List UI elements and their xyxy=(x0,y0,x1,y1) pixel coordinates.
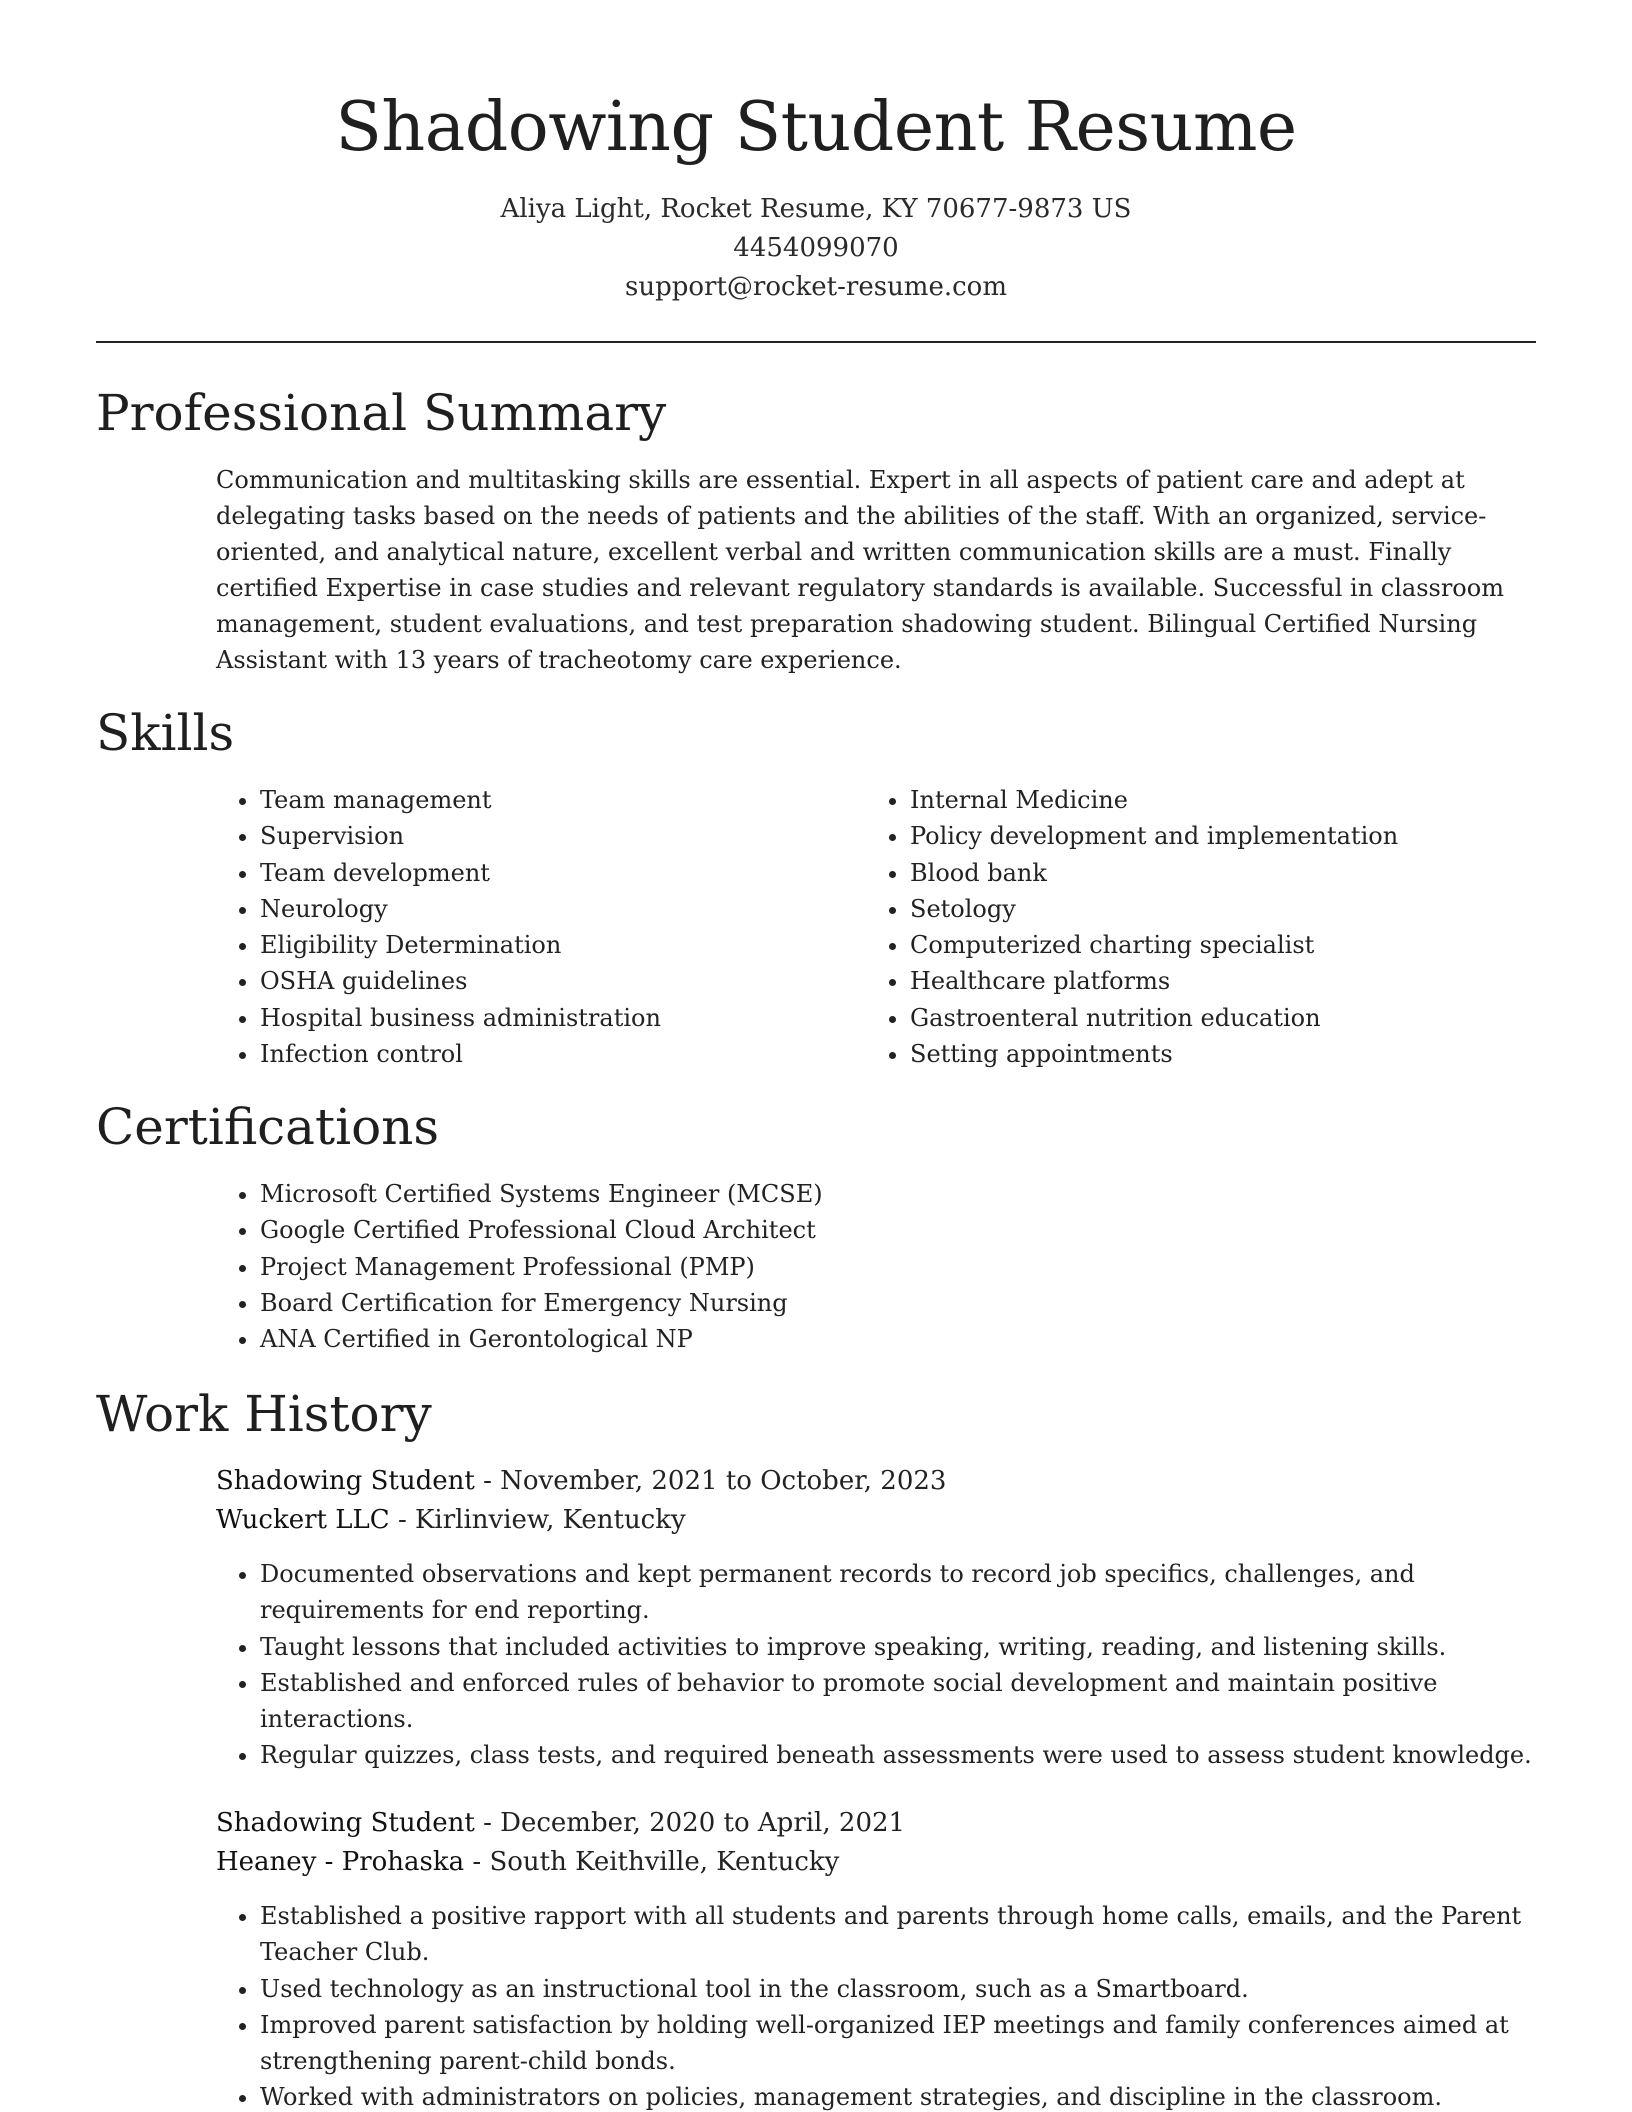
job-location: - South Keithville, Kentucky xyxy=(464,1847,840,1877)
skill-item: • Team development xyxy=(260,855,661,891)
job-company-line xyxy=(216,1843,839,1882)
job-bullets xyxy=(216,1898,1560,2112)
skill-item: • Blood bank xyxy=(910,855,1398,891)
job-title-line xyxy=(216,1462,946,1501)
contact-phone: 4454099070 xyxy=(733,233,899,263)
job-role: Shadowing Student xyxy=(216,1808,475,1838)
skill-item: • Policy development and implementation xyxy=(910,818,1398,854)
job-bullet: • Improved parent satisfaction by holding well-organized IEP meetings and family conferences aimed at strengthening parent-child bonds. xyxy=(260,2007,1560,2080)
summary-heading: Professional Summary xyxy=(96,384,667,442)
skill-item: • Team management xyxy=(260,782,661,818)
skills-list-right xyxy=(866,782,1398,1072)
job-company: Heaney - Prohaska xyxy=(216,1847,465,1877)
skills-list-left xyxy=(216,782,661,1072)
job-dates: - November, 2021 to October, 2023 xyxy=(474,1466,947,1496)
skills-heading: Skills xyxy=(96,704,235,762)
skill-item: • Hospital business administration xyxy=(260,1000,661,1036)
skill-item: • Infection control xyxy=(260,1036,661,1072)
skill-item: • Eligibility Determination xyxy=(260,927,661,963)
skill-item: • Healthcare platforms xyxy=(910,963,1398,999)
skill-item: • Supervision xyxy=(260,818,661,854)
resume-title: Shadowing Student Resume xyxy=(335,88,1297,167)
job-bullets xyxy=(216,1556,1560,1774)
skill-item: • Internal Medicine xyxy=(910,782,1398,818)
certification-item: • Project Management Professional (PMP) xyxy=(260,1249,823,1285)
job-dates: - December, 2020 to April, 2021 xyxy=(474,1808,906,1838)
job-role: Shadowing Student xyxy=(216,1466,475,1496)
skill-item: • Setology xyxy=(910,891,1398,927)
header-divider xyxy=(96,341,1536,343)
job-bullet: • Established and enforced rules of behavior to promote social development and maintain positive interactions. xyxy=(260,1665,1560,1738)
skill-item: • Neurology xyxy=(260,891,661,927)
certifications-heading: Certifications xyxy=(96,1098,440,1156)
certification-item: • Microsoft Certified Systems Engineer (MCSE) xyxy=(260,1176,823,1212)
job-bullet: • Regular quizzes, class tests, and required beneath assessments were used to assess student knowledge. xyxy=(260,1737,1560,1773)
job-bullet: • Established a positive rapport with all students and parents through home calls, emails, and the Parent Teacher Club. xyxy=(260,1898,1560,1971)
job-bullet: • Documented observations and kept permanent records to record job specifics, challenges, and requirements for end reporting. xyxy=(260,1556,1560,1629)
job-location: - Kirlinview, Kentucky xyxy=(389,1505,686,1535)
skill-item: • Setting appointments xyxy=(910,1036,1398,1072)
certifications-list xyxy=(216,1176,823,1357)
contact-email: support@rocket-resume.com xyxy=(624,272,1007,302)
job-bullet: • Taught lessons that included activities to improve speaking, writing, reading, and listening skills. xyxy=(260,1629,1560,1665)
contact-address: Aliya Light, Rocket Resume, KY 70677-9873 US xyxy=(500,194,1132,224)
certification-item: • Board Certification for Emergency Nursing xyxy=(260,1285,823,1321)
job-bullet: • Used technology as an instructional tool in the classroom, such as a Smartboard. xyxy=(260,1971,1560,2007)
skill-item: • OSHA guidelines xyxy=(260,963,661,999)
summary-text: Communication and multitasking skills are essential. Expert in all aspects of patient care and adept at delegating tasks based on the needs of patients and the abilities of the staff. With an organized, service-oriented, and analytical nature, excellent verbal and written communication skills are a must. Finally certified Expertise in case studies and relevant regulatory standards is available. Successful in classroom management, student evaluations, and test preparation shadowing student. Bilingual Certified Nursing Assistant with 13 years of tracheotomy care experience. xyxy=(216,466,1504,674)
job-company-line xyxy=(216,1501,686,1540)
certification-item: • ANA Certified in Gerontological NP xyxy=(260,1321,823,1357)
resume-header xyxy=(96,80,1536,307)
skill-item: • Gastroenteral nutrition education xyxy=(910,1000,1398,1036)
job-company: Wuckert LLC xyxy=(216,1505,390,1535)
job-title-line xyxy=(216,1804,905,1843)
certification-item: • Google Certified Professional Cloud Architect xyxy=(260,1212,823,1248)
skill-item: • Computerized charting specialist xyxy=(910,927,1398,963)
job-bullet: • Worked with administrators on policies, management strategies, and discipline in the classroom. xyxy=(260,2079,1560,2112)
work-history-heading: Work History xyxy=(96,1385,432,1443)
